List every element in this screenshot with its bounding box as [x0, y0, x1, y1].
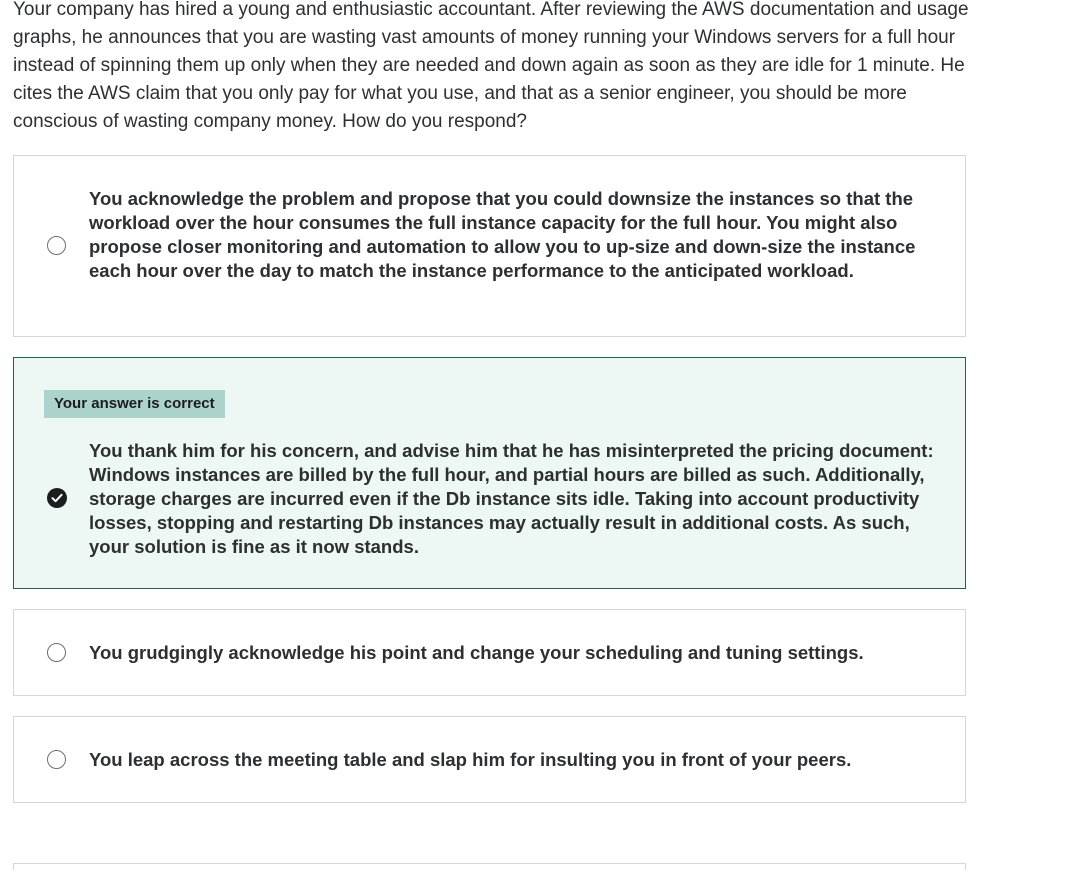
checkmark-icon	[47, 488, 67, 508]
question-text: Your company has hired a young and enthusiastic accountant. After reviewing the AWS documentation and usage graphs, he announces that you are wasting vast amounts of money running your Windows servers for a full hour instead of spinning them up only when they are needed and down again as soon as they are idle for 1 minute. He cites the AWS claim that you only pay for what you use, and that as a senior engineer, you should be more conscious of wasting company money. How do you respond?	[13, 0, 969, 132]
answer-option-3[interactable]	[13, 609, 966, 696]
answer-option-text: You leap across the meeting table and slap him for insulting you in front of your peers.	[89, 749, 852, 770]
radio-button-unchecked[interactable]	[47, 750, 66, 769]
radio-button-unchecked[interactable]	[47, 643, 66, 662]
answer-option-1[interactable]	[13, 155, 966, 337]
radio-button-checked[interactable]	[47, 488, 67, 508]
radio-button-unchecked[interactable]	[47, 236, 66, 255]
answer-option-text: You acknowledge the problem and propose that you could downsize the instances so that the workload over the hour consumes the full instance capacity for the full hour. You might also propose closer monitoring and automation to allow you to up-size and down-size the instance each hour over the day to match the instance performance to the anticipated workload.	[89, 188, 916, 281]
correct-answer-badge: Your answer is correct	[44, 390, 225, 418]
answer-option-text: You thank him for his concern, and advise him that he has misinterpreted the pricing document: Windows instances are billed by the full hour, and partial hours are billed as such. Additionally, storage charges are incurred even if the Db instance sits idle. Taking into account productivity losses, stopping and restarting Db instances may actually result in additional costs. As such, your solution is fine as it now stands.	[89, 440, 934, 557]
answer-option-4[interactable]	[13, 716, 966, 803]
answer-option-2[interactable]	[13, 357, 966, 589]
answer-option-text: You grudgingly acknowledge his point and change your scheduling and tuning settings.	[89, 642, 864, 663]
answer-option-5-partial[interactable]	[13, 863, 966, 870]
